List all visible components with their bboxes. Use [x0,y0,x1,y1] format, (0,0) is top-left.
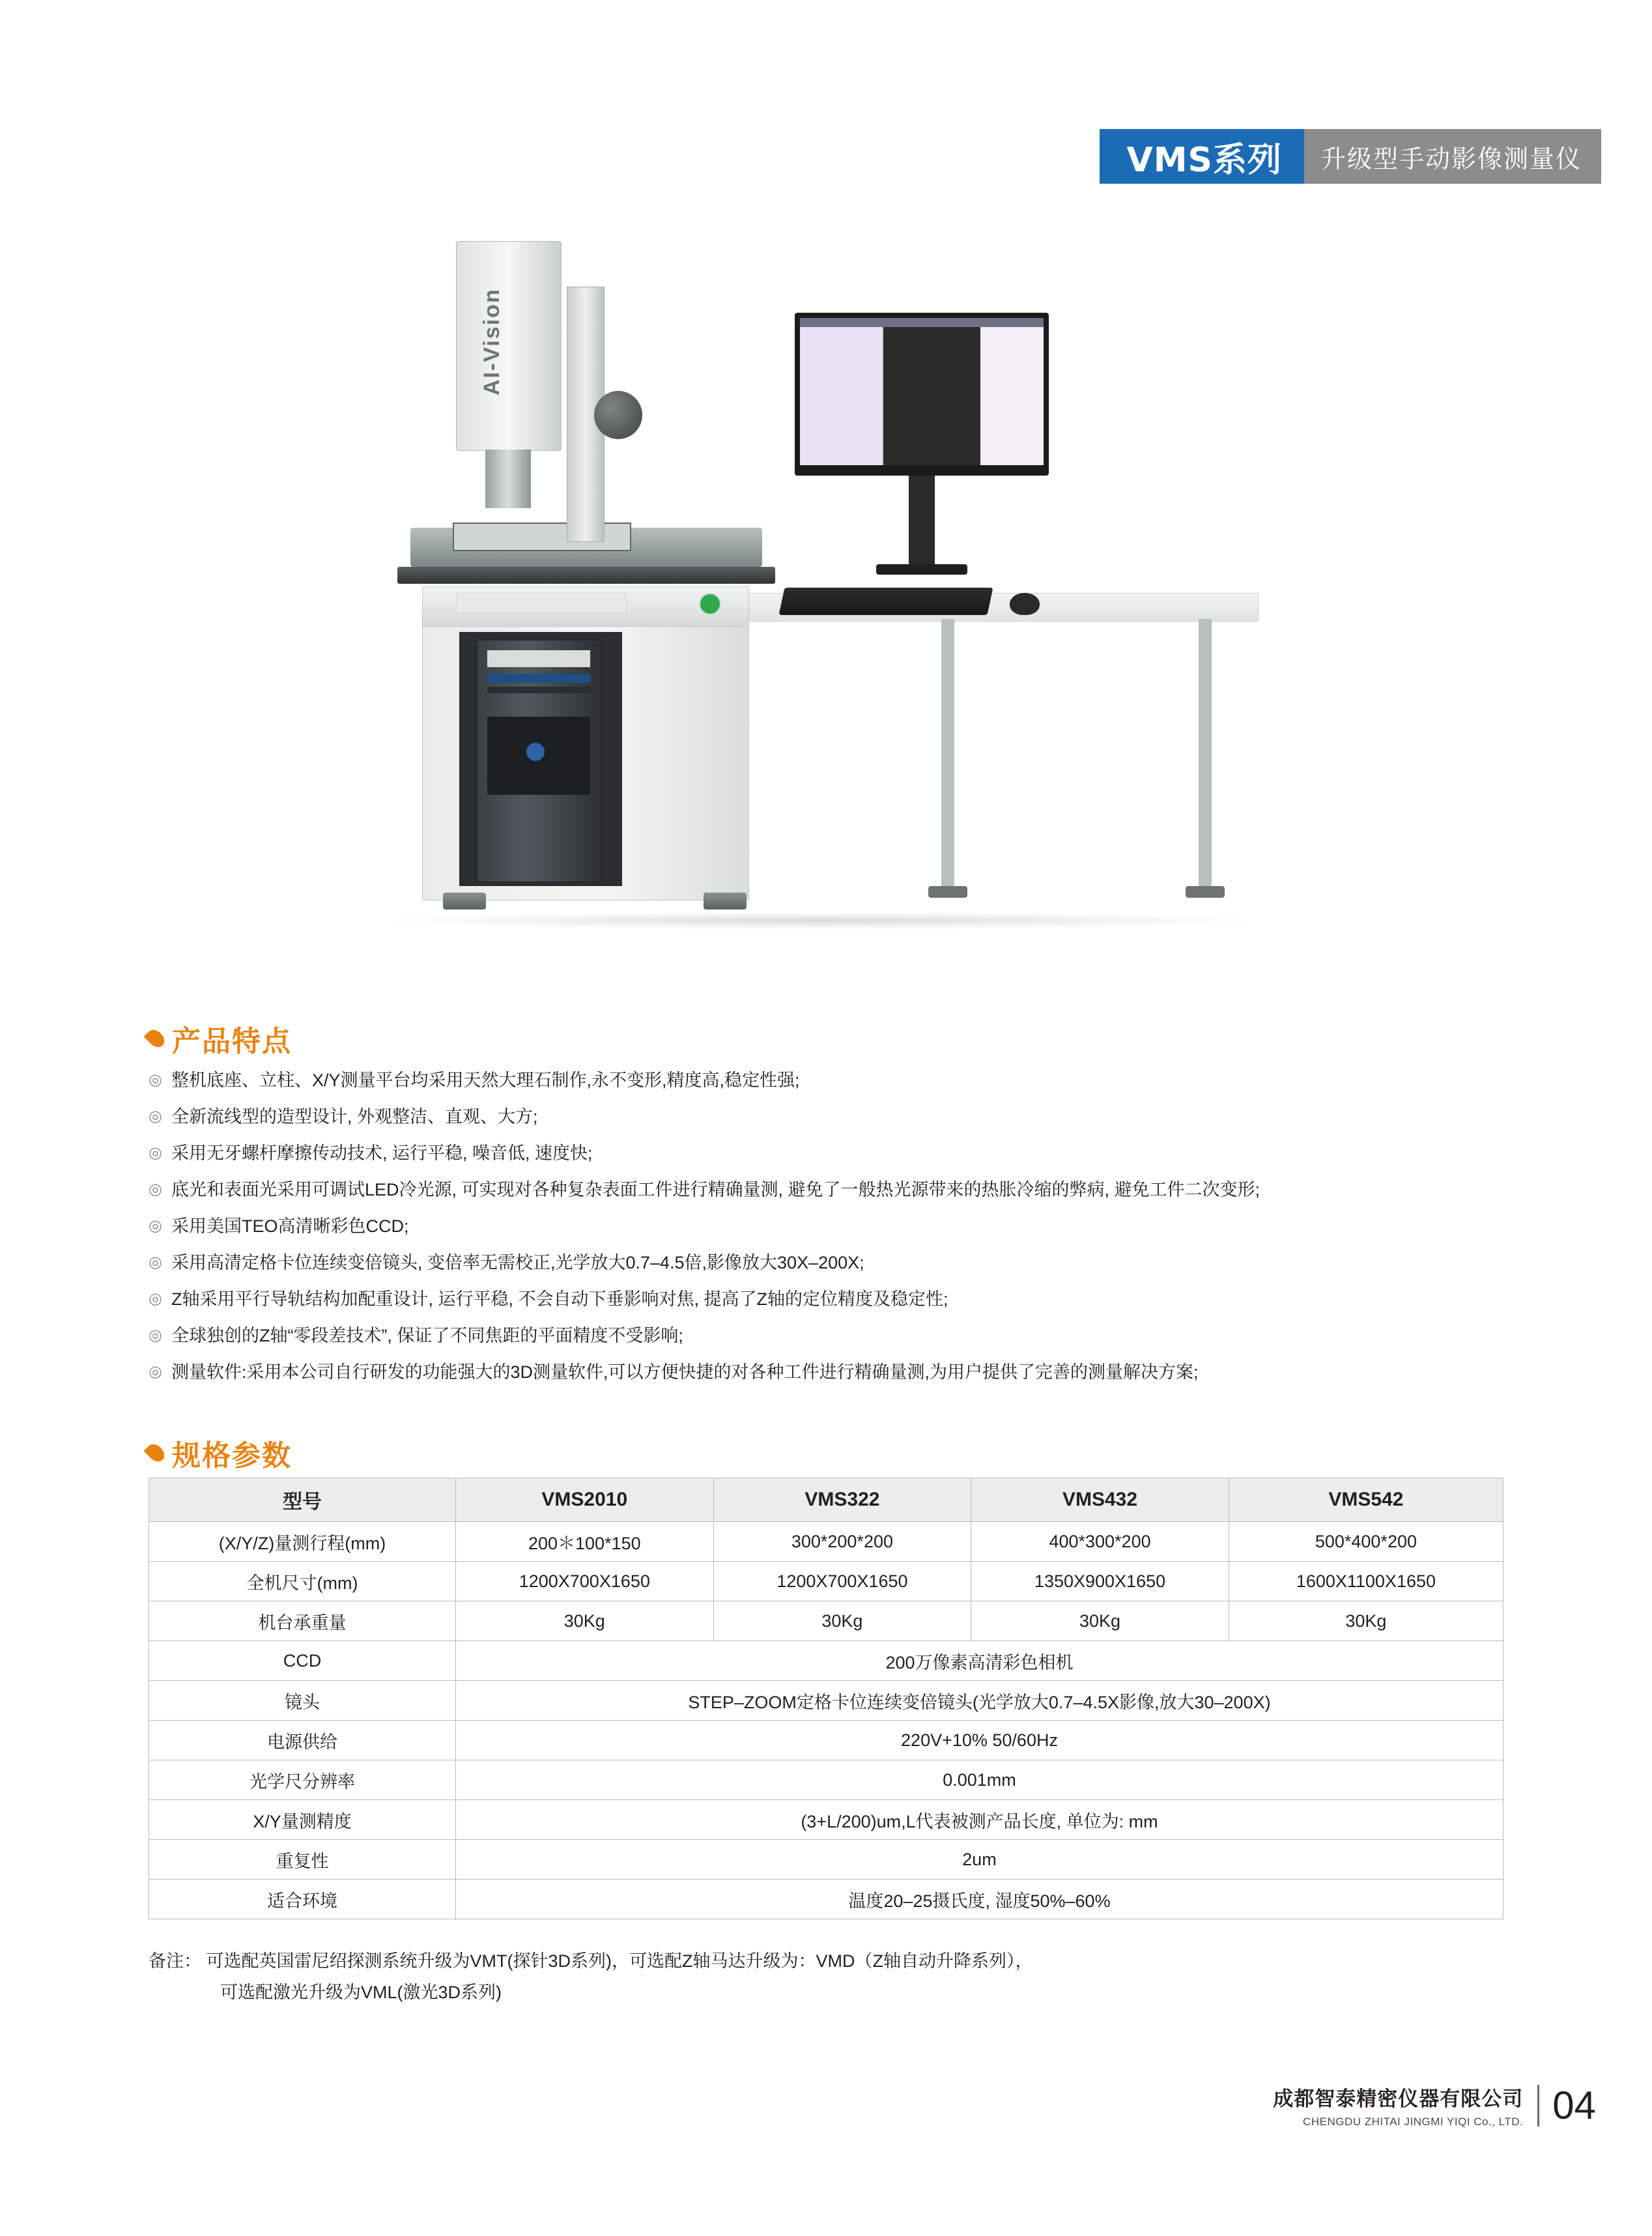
cell-value: 500*400*200 [1229,1522,1503,1562]
monitor-stand-neck [909,476,935,567]
bullet-icon: ◎ [149,1326,162,1344]
bullet-icon: ◎ [149,1254,162,1271]
feature-text: 测量软件:采用本公司自行研发的功能强大的3D测量软件,可以方便快捷的对各种工件进行精确量测,为用户提供了完善的测量解决方案; [171,1362,1199,1382]
pc-vent [487,687,590,693]
droplet-icon [144,1441,168,1465]
column-header-model: 型号 [149,1478,456,1522]
remark-line-2: 可选配激光升级为VML(激光3D系列) [220,1983,502,2002]
features-section-title [149,1018,292,1059]
list-item [149,1135,1536,1171]
machine-brand-label: AI-Vision [479,288,504,396]
feature-text: 采用高清定格卡位连续变倍镜头, 变倍率无需校正,光学放大0.7–4.5倍,影像放大30X–200X; [171,1253,864,1272]
droplet-icon [144,1027,168,1051]
desk-foot-left [928,886,967,898]
pc-front-panel-strip [487,674,590,683]
bullet-icon: ◎ [149,1363,162,1381]
keyboard [779,588,993,615]
specs-section-title [149,1432,292,1474]
table-row [149,1641,1503,1681]
page-number: 04 [1552,2084,1596,2127]
mouse [1010,593,1040,615]
table-row [149,1760,1503,1800]
list-item [149,1171,1536,1208]
desk-leg-right [1199,619,1212,893]
row-label: (X/Y/Z)量测行程(mm) [149,1522,456,1562]
row-label: CCD [149,1641,456,1681]
cell-value: 400*300*200 [971,1522,1229,1562]
feature-text: 采用美国TEO高清晰彩色CCD; [171,1216,409,1236]
cell-value: 200＊100*150 [456,1522,714,1562]
column-header-vms542: VMS542 [1229,1478,1503,1522]
cell-value-merged: 200万像素高清彩色相机 [456,1641,1503,1681]
table-row [149,1562,1503,1601]
cell-value: 30Kg [456,1601,714,1641]
stage-rail [397,567,775,584]
column-header-vms432: VMS432 [971,1478,1229,1522]
list-item [149,1098,1536,1135]
row-label: 重复性 [149,1840,456,1880]
page-footer [1273,2082,1596,2128]
bullet-icon: ◎ [149,1071,162,1089]
software-panel-right [980,318,1044,465]
cell-value-merged: (3+L/200)um,L代表被测产品长度, 单位为: mm [456,1800,1503,1840]
list-item [149,1062,1536,1098]
table-row [149,1880,1503,1919]
row-label: 光学尺分辨率 [149,1760,456,1800]
bullet-icon: ◎ [149,1181,162,1198]
software-toolbar [800,318,1044,327]
specs-remark [149,1945,1032,2008]
cell-value-merged: 温度20–25摄氏度, 湿度50%–60% [456,1880,1503,1919]
cell-value: 1200X700X1650 [713,1562,971,1601]
pc-power-button [526,743,545,761]
feature-text: 全球独创的Z轴“零段差技术”, 保证了不同焦距的平面精度不受影响; [171,1326,683,1345]
list-item [149,1354,1536,1390]
remark-line-1: 备注： 可选配英国雷尼绍探测系统升级为VMT(探针3D系列)，可选配Z轴马达升级为：VMD（Z轴自动升降系列）， [149,1951,1033,1971]
company-name-cn: 成都智泰精密仪器有限公司 [1273,2087,1524,2110]
specifications-table [149,1478,1503,1919]
monitor-screen [800,318,1044,465]
table-row [149,1800,1503,1840]
bullet-icon: ◎ [149,1217,162,1235]
list-item [149,1281,1536,1317]
cell-value: 1600X1100X1650 [1229,1562,1503,1601]
features-title-text: 产品特点 [172,1025,292,1057]
header-subtitle: 升级型手动影像测量仪 [1304,129,1601,184]
header-series-title: VMS系列 [1100,129,1304,184]
row-label: 全机尺寸(mm) [149,1562,456,1601]
feature-text: 采用无牙螺杆摩擦传动技术, 运行平稳, 噪音低, 速度快; [171,1143,593,1163]
row-label: 电源供给 [149,1721,456,1760]
specs-title-text: 规格参数 [172,1440,292,1472]
monitor-stand-base [876,564,967,575]
feature-text: 底光和表面光采用可调试LED冷光源, 可实现对各种复杂表面工件进行精确量测, 避免了一般热光源带来的热胀冷缩的弊病, 避免工件二次变形; [171,1180,1260,1199]
power-button-green [699,593,721,615]
cell-value-merged: 220V+10% 50/60Hz [456,1721,1503,1760]
column-header-vms2010: VMS2010 [456,1478,714,1522]
table-row [149,1681,1503,1721]
table-header-row [149,1478,1503,1522]
table-row [149,1522,1503,1562]
column-header-vms322: VMS322 [713,1478,971,1522]
focus-knob [594,391,642,439]
desk-leg-left [941,619,954,893]
software-panel-left [800,318,883,465]
row-label: X/Y量测精度 [149,1800,456,1840]
machine-nameplate [456,593,627,614]
row-label: 镜头 [149,1681,456,1721]
cell-value: 300*200*200 [713,1522,971,1562]
page-header-banner [1100,129,1601,184]
cell-value: 1350X900X1650 [971,1562,1229,1601]
list-item [149,1317,1536,1354]
footer-company [1273,2082,1523,2128]
cell-value: 30Kg [713,1601,971,1641]
bullet-icon: ◎ [149,1108,162,1125]
cell-value-merged: 0.001mm [456,1760,1503,1800]
feature-text: 整机底座、立柱、X/Y测量平台均采用天然大理石制作,永不变形,精度高,稳定性强; [171,1070,800,1090]
cell-value-merged: STEP–ZOOM定格卡位连续变倍镜头(光学放大0.7–4.5X影像,放大30–200X) [456,1681,1503,1721]
machine-foot-right [704,893,747,910]
machine-foot-left [443,893,486,910]
list-item [149,1244,1536,1281]
cell-value-merged: 2um [456,1840,1503,1880]
cell-value: 30Kg [971,1601,1229,1641]
cell-value: 1200X700X1650 [456,1562,714,1601]
floor-shadow [391,912,1251,929]
footer-divider [1537,2085,1539,2127]
bullet-icon: ◎ [149,1144,162,1162]
company-name-en: CHENGDU ZHITAI JINGMI YIQI Co., LTD. [1303,2115,1524,2128]
product-photo [352,202,1283,971]
pc-drive-bay [487,650,590,667]
software-image-view [883,318,980,465]
desk-foot-right [1186,886,1225,898]
row-label: 机台承重量 [149,1601,456,1641]
table-row [149,1601,1503,1641]
table-row [149,1721,1503,1760]
cell-value: 30Kg [1229,1601,1503,1641]
feature-text: 全新流线型的造型设计, 外观整洁、直观、大方; [171,1107,538,1126]
zoom-lens [485,450,531,508]
table-row [149,1840,1503,1880]
features-list [149,1062,1536,1390]
list-item [149,1208,1536,1244]
feature-text: Z轴采用平行导轨结构加配重设计, 运行平稳, 不会自动下垂影响对焦, 提高了Z轴的定位精度及稳定性; [171,1289,948,1309]
bullet-icon: ◎ [149,1290,162,1308]
row-label: 适合环境 [149,1880,456,1919]
